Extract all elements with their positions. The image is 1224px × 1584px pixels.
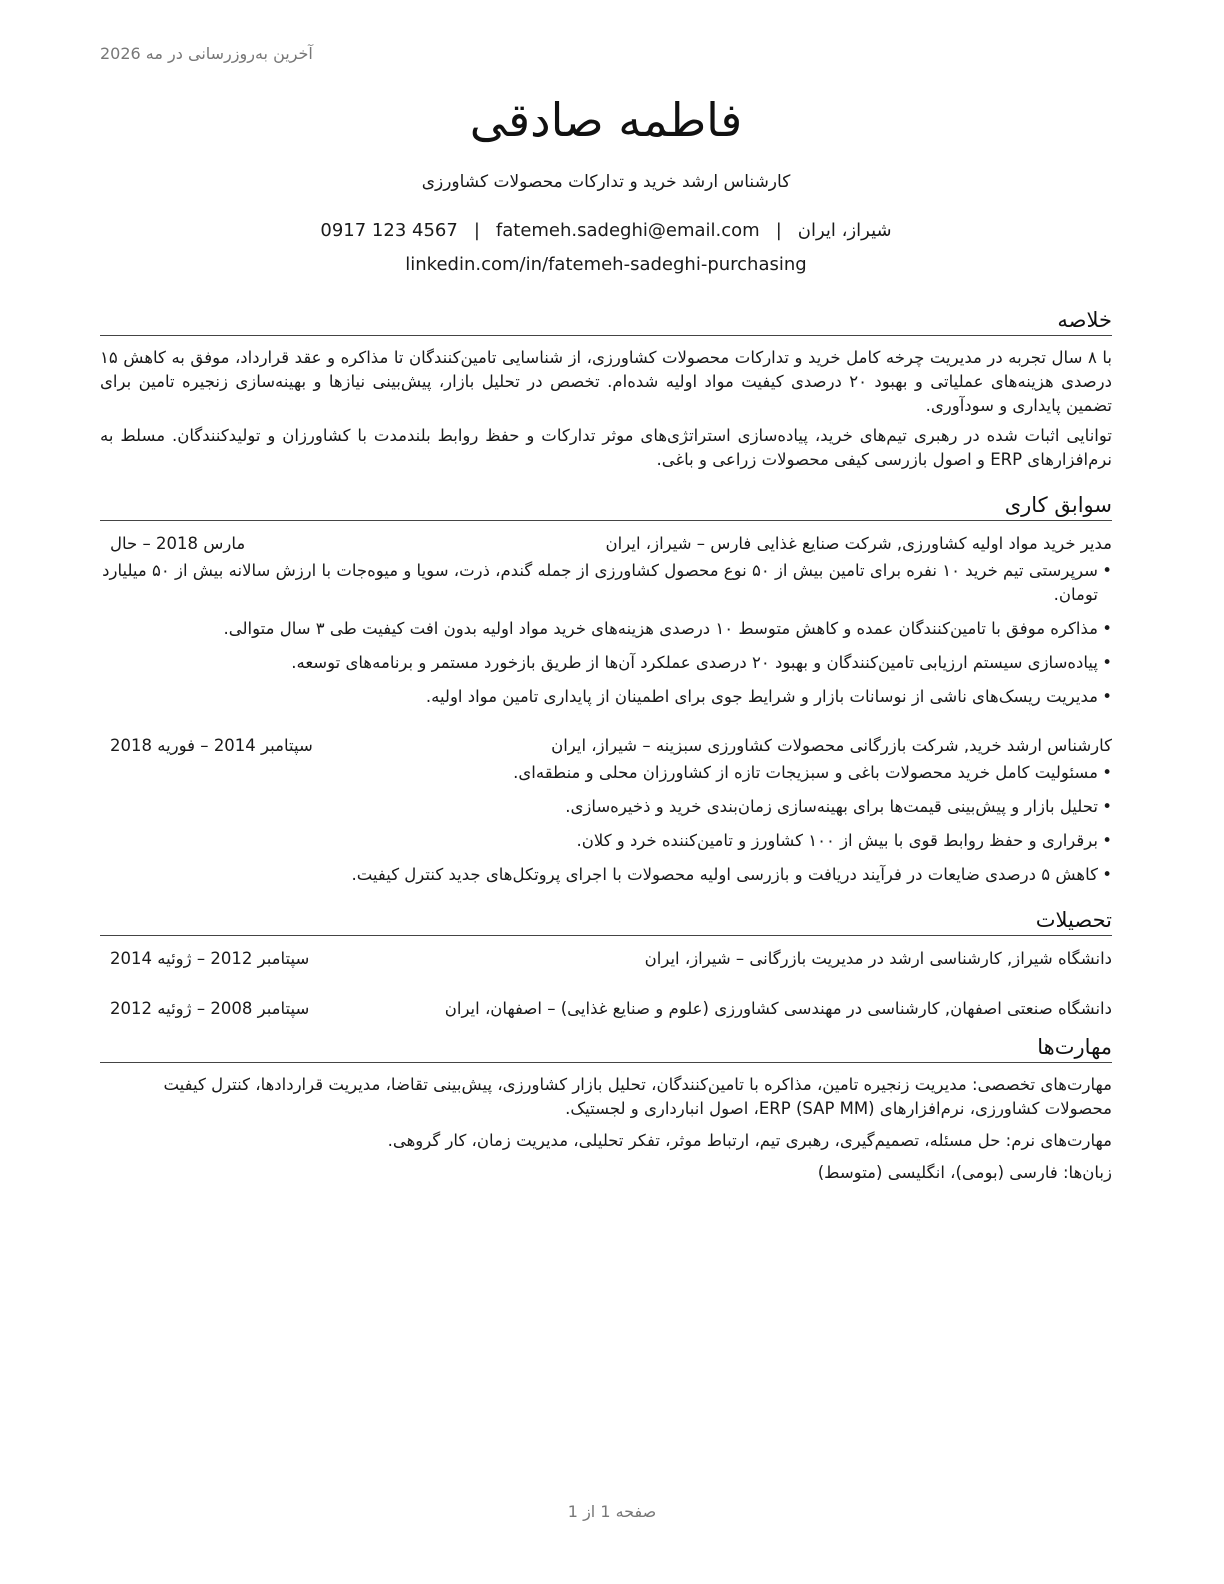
job-entry <box>100 531 1112 709</box>
page-number: صفحه 1 از 1 <box>567 1502 657 1521</box>
job-dates: مارس 2018 – حال <box>110 534 246 553</box>
list-item: • پیاده‌سازی سیستم ارزیابی تامین‌کنندگان و بهبود ۲۰ درصدی عملکرد آن‌ها از طریق بازخورد مستمر و برنامه‌های توسعه. <box>100 651 1112 675</box>
soft-skills: مهارت‌های نرم: حل مسئله، تصمیم‌گیری، رهبری تیم، ارتباط موثر، تفکر تحلیلی، مدیریت زمان، کار گروهی. <box>387 1131 1112 1150</box>
job-title: مدیر خرید مواد اولیه کشاورزی, شرکت صنایع غذایی فارس – شیراز، ایران <box>605 534 1112 553</box>
email-link[interactable]: fatemeh.sadeghi@email.com <box>495 220 760 241</box>
education-entry <box>100 996 1112 1022</box>
education-dates: سپتامبر 2008 – ژوئیه 2012 <box>110 999 310 1018</box>
phone: 0917 123 4567 <box>320 220 458 241</box>
job-title: کارشناس ارشد خرید, شرکت بازرگانی محصولات کشاورزی سبزینه – شیراز، ایران <box>551 736 1112 755</box>
contact-line <box>100 217 1112 245</box>
location: شیراز، ایران <box>797 220 892 241</box>
job-header <box>100 531 1112 557</box>
job-header <box>100 733 1112 759</box>
job-bullets <box>100 761 1112 887</box>
separator: | <box>775 220 782 241</box>
list-item: • مذاکره موفق با تامین‌کنندگان عمده و کاهش متوسط ۱۰ درصدی هزینه‌های خرید مواد اولیه بدون افت کیفیت طی ۳ سال متوالی. <box>100 617 1112 641</box>
job-dates: سپتامبر 2014 – فوریه 2018 <box>110 736 313 755</box>
education-text: دانشگاه صنعتی اصفهان, کارشناسی در مهندسی کشاورزی (علوم و صنایع غذایی) – اصفهان، ایران <box>444 999 1112 1018</box>
list-item: • مسئولیت کامل خرید محصولات باغی و سبزیجات تازه از کشاورزان محلی و منطقه‌ای. <box>100 761 1112 785</box>
list-item: • برقراری و حفظ روابط قوی با بیش از ۱۰۰ کشاورز و تامین‌کننده خرد و کلان. <box>100 829 1112 853</box>
candidate-title: کارشناس ارشد خرید و تدارکات محصولات کشاورزی <box>421 172 791 192</box>
resume-content <box>100 88 1112 1193</box>
list-item: • تحلیل بازار و پیش‌بینی قیمت‌ها برای بهینه‌سازی زمان‌بندی خرید و ذخیره‌سازی. <box>100 795 1112 819</box>
education-dates: سپتامبر 2012 – ژوئیه 2014 <box>110 949 310 968</box>
candidate-name: فاطمه صادقی <box>469 93 743 147</box>
list-item: • سرپرستی تیم خرید ۱۰ نفره برای تامین بیش از ۵۰ نوع محصول کشاورزی از جمله گندم، ذرت، سویا و میوه‌جات با ارزش سالانه بیش از ۵۰ میلیارد تومان. <box>100 559 1112 607</box>
education-entry <box>100 946 1112 972</box>
technical-skills: مهارت‌های تخصصی: مدیریت زنجیره تامین، مذاکره با تامین‌کنندگان، تحلیل بازار کشاورزی، پیش‌بینی تقاضا، مدیریت قراردادها، کنترل کیفیت محصولات کشاورزی، نرم‌افزارهای ERP (SAP MM)، اصول انبارداری و لجستیک. <box>163 1075 1112 1118</box>
summary-paragraph: توانایی اثبات شده در رهبری تیم‌های خرید، پیاده‌سازی استراتژی‌های موثر تدارکات و حفظ روابط بلندمدت با کشاورزان و تولیدکنندگان. مسلط به نرم‌افزارهای ERP و اصول بازرسی کیفی محصولات زراعی و باغی. <box>100 426 1112 469</box>
job-bullets <box>100 559 1112 709</box>
education-text: دانشگاه شیراز, کارشناسی ارشد در مدیریت بازرگانی – شیراز، ایران <box>644 949 1112 968</box>
last-updated: آخرین به‌روزرسانی در مه 2026 <box>100 44 313 63</box>
linkedin-link[interactable]: linkedin.com/in/fatemeh-sadeghi-purchasing <box>405 254 807 275</box>
summary-paragraph: با ۸ سال تجربه در مدیریت چرخه کامل خرید و تدارکات محصولات کشاورزی، از شناسایی تامین‌کنندگان تا مذاکره و عقد قرارداد، موفق به کاهش ۱۵ درصدی هزینه‌های عملیاتی و بهبود ۲۰ درصدی کیفیت مواد اولیه شده‌ام. تخصص در تحلیل بازار، پیش‌بینی نیازها و بهینه‌سازی زنجیره تامین برای تضمین پایداری و سودآوری. <box>100 348 1112 415</box>
skills-heading: مهارت‌ها <box>100 1032 1112 1063</box>
languages: زبان‌ها: فارسی (بومی)، انگلیسی (متوسط) <box>817 1163 1112 1182</box>
experience-heading: سوابق کاری <box>100 490 1112 521</box>
list-item: • مدیریت ریسک‌های ناشی از نوسانات بازار و شرایط جوی برای اطمینان از پایداری تامین مواد اولیه. <box>100 685 1112 709</box>
job-entry <box>100 733 1112 887</box>
summary-heading: خلاصه <box>100 305 1112 336</box>
education-heading: تحصیلات <box>100 905 1112 936</box>
separator: | <box>473 220 480 241</box>
list-item: • کاهش ۵ درصدی ضایعات در فرآیند دریافت و بازرسی اولیه محصولات با اجرای پروتکل‌های جدید کنترل کیفیت. <box>100 863 1112 887</box>
